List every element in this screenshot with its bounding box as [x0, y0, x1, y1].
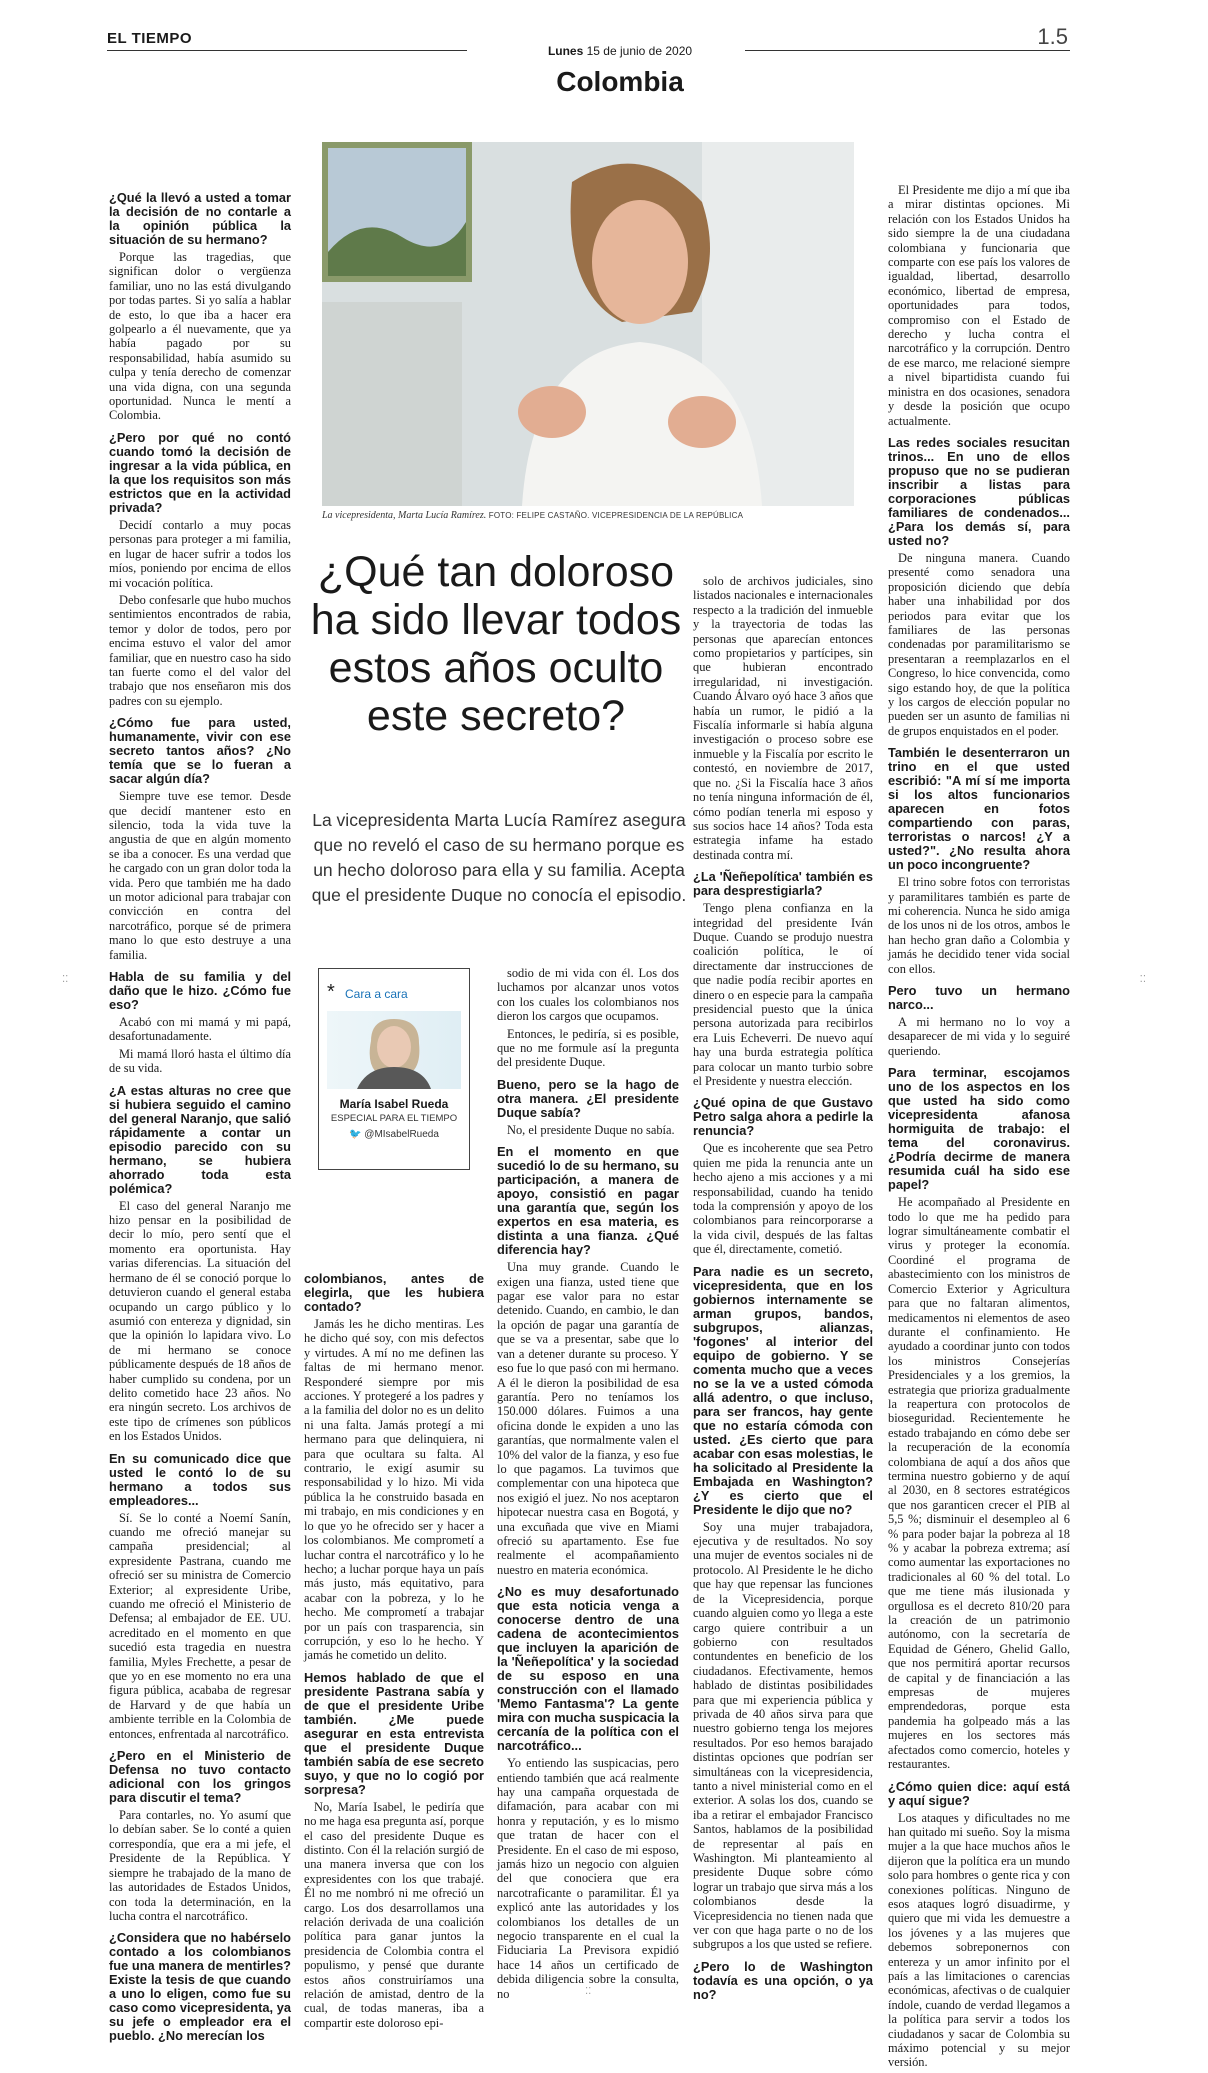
- interview-answer: Jamás les he dicho mentiras. Les he dicho qué soy, con mis defectos y virtudes. A mí no me definen las faltas de mi hermano menor. Responderé siempre por mis acciones. Y protegeré a los padres y a la familia del dolor no es un delito ni una falta. Jamás protegí a mi hermano para que delinquiera, ni para que ocultara su falta. Al contrario, le exigí asumir su responsabilidad y lo hizo. Mi vida pública la he construido basada en mi trabajo, en mis condiciones y en lo que yo he ofrecido ser y hacer a los colombianos. Me comprometí a luchar contra el narcotráfico y lo he hecho; a luchar porque haya un país más justo, más equitativo, para acabar con la pobreza, y lo he hecho. Me comprometí a trabajar por un país con trasparencia, sin corrupción, y eso lo he hecho. Y jamás he cometido un delito.: [304, 1317, 484, 1663]
- twitter-icon: 🐦: [349, 1129, 362, 1140]
- interview-answer: Siempre tuve ese temor. Desde que decidí mantener esto en silencio, toda la vida tuve la angustia de que en algún momento se iba a conocer. Es una verdad que he cargado con un gran dolor toda la vida. Pero que también me ha dado un motor adicional para trabajar con convicción en contra del narcotráfico, porque sé de primera mano lo que esto destruye a una familia.: [109, 789, 291, 962]
- interview-question: Habla de su familia y del daño que le hizo. ¿Cómo fue eso?: [109, 969, 291, 1013]
- date-day: Lunes: [547, 44, 584, 58]
- twitter-handle: @MIsabelRueda: [364, 1129, 439, 1140]
- deck: La vicepresidenta Marta Lucía Ramírez asegura que no reveló el caso de su hermano porque es un hecho doloroso para ella y su familia. Acepta que el presidente Duque no conocía el episodio.: [311, 810, 687, 905]
- author-avatar: [327, 1011, 461, 1089]
- interview-question: Para nadie es un secreto, vicepresidenta, que en los gobiernos internamente se arman grupos, bandos, subgrupos, alianzas, 'fogones' al interior del equipo de gobierno. Y se comenta mucho que a veces no se la ve a usted cómoda allá adentro, o que incluso, para ser francos, hay gente que no estaría cómoda con usted. ¿Es cierto que para acabar con esas molestias, le ha solicitado al Presidente la Embajada en Washington? ¿Y es cierto que el Presidente le dijo que no?: [693, 1263, 873, 1517]
- section-title: Colombia: [556, 66, 684, 97]
- author-twitter[interactable]: [319, 1129, 469, 1140]
- interview-question: En el momento en que sucedió lo de su hermano, su participación, a manera de apoyo, consistió en pagar una garantía que, según los expertos en esa materia, es distinta a una fianza. ¿Qué diferencia hay?: [497, 1144, 679, 1258]
- interview-answer: Para contarles, no. Yo asumí que lo debían saber. Se lo conté a quien correspondía, que era a mi jefe, el Presidente de la República. Y siempre he trabajado de la mano de las autoridades de Estados Unidos, con toda la determinación, en la lucha contra el narcotráfico.: [109, 1808, 291, 1923]
- interview-answer: No, María Isabel, le pediría que no me haga esa pregunta así, porque el caso del presidente Duque es distinto. Con él la relación surgió de una manera inversa que con los expresidentes con los que trabajé. Él no me nombró ni me ofreció un cargo. Los dos desarrollamos una relación derivada de una coalición política para ganar juntos la presidencia de Colombia contra el populismo, y pensé que durante estos años construiríamos una relación de amistad, dentro de la cual, de todas maneras, iba a compartir este doloroso epi-: [304, 1799, 484, 2030]
- byline-tag: [327, 981, 408, 1003]
- interview-answer: Debo confesarle que hubo muchos sentimientos encontrados de rabia, temor y dolor de todos, pero por encima estuvo el valor del amor familiar, que en nuestro caso ha sido tan fuerte como el del valor del trabajo que nos enseñaron mis dos padres con su ejemplo.: [109, 592, 291, 708]
- page-number: 1.5: [1037, 24, 1068, 49]
- interview-answer: Soy una mujer trabajadora, ejecutiva y de resultados. No soy una mujer de eventos sociales ni de protocolo. Al Presidente le he dicho que hay que repensar las funciones de la Vicepresidencia, porque cuando alguien como yo llega a este cargo quiere contribuir a un gobierno con resultados contundentes en beneficio de los ciudadanos. Efectivamente, hemos hablado de distintas posibilidades para que mi experiencia pública y privada de 40 años sirva para que nuestro gobierno tenga los mejores resultados. Por eso hemos barajado distintas opciones que podrían ser simultáneas con la vicepresidencia, tanto a nivel ministerial como en el exterior. A solas los dos, cuando se iba a retirar el embajador Francisco Santos, hablamos de la posibilidad de representar al país en Washington. Mi planteamiento al presidente Duque sobre cómo lograr un trabajo que sirva más a los colombianos desde la Vicepresidencia no tienen nada que ver con que haga parte o no de los subgrupos a los que usted se refiere.: [693, 1519, 873, 1952]
- photo-caption: [322, 510, 854, 521]
- interview-answer: A mi hermano no lo voy a desaparecer de mi vida y lo seguiré queriendo.: [888, 1015, 1070, 1058]
- interview-answer: Una muy grande. Cuando le exigen una fianza, usted tiene que pagar ese valor para no estar detenido. Cuando, en cambio, le dan la opción de pagar una garantía de que se va a presentar, sabe que lo van a detener durante su proceso. Y eso fue lo que pasó con mi hermano. A él le dieron la posibilidad de esa garantía. Pero no teníamos los 150.000 dólares. Fuimos a una oficina donde le expiden a uno las garantías, que normalmente valen el 10% del valor de la fianza, y eso fue lo que pagamos. La tuvimos que complementar con una hipoteca que nos exigió el juez. No nos aceptaron hipotecar nuestra casa en Bogotá, y una excuñada que vive en Miami ofreció su apartamento. Ese fue realmente el acompañamiento nuestro en materia económica.: [497, 1260, 679, 1577]
- interview-answer: Mi mamá lloró hasta el último día de su vida.: [109, 1046, 291, 1076]
- interview-question: ¿Considera que no habérselo contado a los colombianos fue una manera de mentirles? Existe la tesis de que cuando a uno lo eligen, como fue su caso como vicepresidenta, ya su jefe o empleador era el pueblo. ¿No merecían los: [109, 1930, 291, 2044]
- date-text: 15 de junio de 2020: [586, 44, 693, 58]
- interview-question: ¿La 'Ñeñepolítica' también es para desprestigiarla?: [693, 869, 873, 899]
- caption-credit: FOTO: FELIPE CASTAÑO. VICEPRESIDENCIA DE LA REPÚBLICA: [488, 511, 744, 520]
- author-name: María Isabel Rueda: [339, 1097, 449, 1111]
- interview-answer: El Presidente me dijo a mí que iba a mirar distintas opciones. Mi relación con los Estados Unidos ha sido siempre la de una ciudadana colombiana y funcionaria que comparte con ese país los valores de igualdad, libertad, desarrollo económico, libertad de empresa, oportunidades para todos, compromiso con el Estado de derecho y lucha contra el narcotráfico y la corrupción. Dentro de ese marco, me relacioné siempre a nivel bipartidista cuando fui ministra en dos ocasiones, senadora y desde la posición que ocupo actualmente.: [888, 183, 1070, 428]
- header-rule-left: [107, 50, 467, 51]
- interview-question: ¿No es muy desafortunado que esta noticia venga a conocerse dentro de una cadena de acontecimientos que incluyen la aparición de la 'Ñeñepolítica' y la sociedad de su esposo en una construcción con el llamado 'Memo Fantasma'? La gente mira con mucha suspicacia la cercanía de la política con el narcotráfico...: [497, 1584, 679, 1754]
- headline: ¿Qué tan doloroso ha sido llevar todos estos años oculto este secreto?: [310, 548, 682, 740]
- interview-answer: Tengo plena confianza en la integridad del presidente Iván Duque. Cuando se produjo nuestra coalición política, le oí directamente dar instrucciones de que nadie podía recibir aportes en dinero o en especie para la campaña presidencial puesto que la única persona autorizada para recibirlos era Luis Echeverri. De nuevo aquí hay una burda estrategia política para colocar un manto turbio sobre el Presidente y nuestra elección.: [693, 901, 873, 1088]
- interview-question: En su comunicado dice que usted le contó lo de su hermano a todos sus empleadores...: [109, 1450, 291, 1508]
- author-role: ESPECIAL PARA EL TIEMPO: [330, 1113, 458, 1124]
- interview-answer: Entonces, le pediría, si es posible, que no me formule así la pregunta del presidente Duque.: [497, 1026, 679, 1070]
- interview-question: Para terminar, escojamos uno de los aspectos en los que usted ha sido como vicepresidenta afanosa hormiguita de trabajo: el tema del coronavirus. ¿Podría decirme de manera resumida cuál ha sido ese papel?: [888, 1065, 1070, 1193]
- interview-answer: Yo entiendo las suspicacias, pero entiendo también que acá realmente hay una campaña orquestada de difamación, para acabar con mi honra y reputación, y es lo mismo que tratan de hacer con el Presidente. En el caso de mi esposo, jamás hizo un negocio con alguien del que conociera que era narcotraficante o paramilitar. Él ya explicó ante las autoridades y los colombianos los detalles de un negocio transparente en el cual la Fiduciaria La Previsora expidió hace 14 años un certificado de debida diligencia sobre la consulta, no: [497, 1756, 679, 2001]
- interview-question: Las redes sociales resucitan trinos... En uno de ellos propuso que no se pudieran inscribir a listas para corporaciones públicas familiares de condenados... ¿Para los demás sí, para usted no?: [888, 434, 1070, 548]
- interview-question: colombianos, antes de elegirla, que les hubiera contado?: [304, 1271, 484, 1314]
- interview-question: ¿Cómo fue para usted, humanamente, vivir con ese secreto tantos años? ¿No temía que se lo fueran a sacar algún día?: [109, 715, 291, 787]
- interview-answer: Decidí contarlo a muy pocas personas para proteger a mi familia, en lugar de hacer sufrir a todos los míos, poniendo por encima de ellos mi vocación política.: [109, 517, 291, 590]
- column-4: [693, 574, 873, 2005]
- interview-question: ¿A estas alturas no cree que si hubiera seguido el camino del general Naranjo, que salió rápidamente a contar un episodio parecido con su hermano, se hubiera ahorrado toda esta polémica?: [109, 1082, 291, 1196]
- issue-date: [520, 44, 720, 58]
- interview-answer: Los ataques y dificultades no me han quitado mi sueño. Soy la misma mujer a la que hace muchos años le dijeron que la política era un mundo solo para hombres o gente rica y con conexiones políticas. Ninguno de esos ataques logró disuadirme, y quiero que mi vida les demuestre a los jóvenes y a las mujeres que debemos sobreponernos con entereza y un amor infinito por el país a las limitaciones o carencias económicas, afectivas o de cualquier índole, cuando de verdad llegamos a la política para servir a todos los ciudadanos y sacar de Colombia su máximo potencial y su mejor versión.: [888, 1810, 1071, 2070]
- interview-question: Pero tuvo un hermano narco...: [888, 983, 1070, 1013]
- vice-president-photo: [322, 142, 854, 506]
- main-photo: [322, 142, 854, 506]
- interview-answer: De ninguna manera. Cuando presenté como senadora una proposición diciendo que debía haber una inhabilidad por dos periodos para evitar que los familiares de las personas condenadas por paramilitarismo se presentaran a reemplazarlos en el Congreso, lo hice convencida, como sigo estando hoy, de que la política y los cargos de elección popular no pueden ser un asunto de familias ni de grupos enquistados en el poder.: [888, 550, 1070, 738]
- interview-question: ¿Pero por qué no contó cuando tomó la decisión de ingresar a la vida pública, en la que los requisitos son más estrictos que en la actividad privada?: [109, 429, 291, 515]
- interview-question: ¿Qué opina de que Gustavo Petro salga ahora a pedirle la renuncia?: [693, 1095, 873, 1139]
- interview-answer: El trino sobre fotos con terroristas y paramilitares también es parte de mi coherencia. Nunca he sido amiga de los unos ni de los otros, ambos le han hecho gran daño a Colombia y jamás he decidido tener vida social con ellos.: [888, 875, 1070, 976]
- interview-answer: Acabó con mi mamá y mi papá, desafortunadamente.: [109, 1015, 291, 1044]
- interview-answer: Sí. Se lo conté a Noemí Sanín, cuando me ofreció manejar su campaña presidencial; al expresidente Pastrana, cuando me ofreció ser su ministra de Comercio Exterior; al expresidente Uribe, cuando me ofreció el Ministerio de Defensa; al embajador de EE. UU. acreditado en el momento en que sucedió esta tragedia en nuestra familia, Myles Frechette, a pesar de que yo en ese momento no era una figura pública, acababa de regresar de Harvard y de que había un ambiente terrible en la Colombia de entonces, enfrentada al narcotráfico.: [109, 1510, 291, 1741]
- caption-text: La vicepresidenta, Marta Lucía Ramírez.: [322, 510, 487, 521]
- interview-question: Hemos hablado de que el presidente Pastrana sabía y de que el presidente Uribe también. ¿Me puede asegurar en esta entrevista que el presidente Duque también sabía de ese secreto suyo, y que no lo cogió por sorpresa?: [304, 1669, 484, 1797]
- registration-mark: ⁚⁚: [585, 1986, 592, 1997]
- column-2: [304, 1264, 484, 2033]
- registration-mark: ⁚⁚: [1139, 974, 1146, 985]
- registration-mark: ⁚⁚: [62, 974, 69, 985]
- interview-question: ¿Pero en el Ministerio de Defensa no tuvo contacto adicional con los gringos para discutir el tema?: [109, 1748, 291, 1806]
- column-3: [497, 966, 679, 2004]
- header-rule-right: [745, 50, 1070, 51]
- interview-answer: Porque las tragedias, que significan dolor o vergüenza familiar, uno no las está divulgando por todas partes. Si yo salía a hablar de esto, lo que iba a hacer era golpearlo a él nuevamente, que ya había pagado por su responsabilidad, había asumido su culpa y tenía derecho de comenzar una vida digna, con una segunda oportunidad. Nunca le mentí a Colombia.: [109, 250, 291, 423]
- interview-answer: He acompañado al Presidente en todo lo que me ha pedido para lograr simultáneamente combatir el virus y proteger la economía. Coordiné el programa de abastecimiento con los ministros de Comercio Exterior y Agricultura para que no faltaran alimentos, medicamentos ni elementos de aseo durante el confinamiento. He ayudado a coordinar junto con todos los ministros Consejerías Presidenciales y a los gremios, la estrategia que prioriza gradualmente la reapertura con protocolos de bioseguridad. Recientemente he estado trabajando en cómo debe ser la recuperación de la economía colombiana de aquí a dos años que termina nuestro gobierno y de aquí al 2030, en 8 sectores estratégicos que nos garanticen crecer el PIB al 5,5 %; disminuir el desempleo al 6 % para poder bajar la pobreza al 18 % y acabar la pobreza extrema; así como aumentar las exportaciones no tradicionales al 60 % del total. Lo que me tiene más ilusionada y orgullosa es el decreto 810/20 para la creación de un patrimonio autónomo, con la secretaría de Equidad de Género, Ghelid Gallo, que nos permitirá aportar recursos de capital y de financiación a las empresas de mujeres emprendedoras, porque esta pandemia ha golpeado más a las mujeres en los sectores más afectados como comercio, hoteles y restaurantes.: [888, 1195, 1070, 1772]
- interview-question: ¿Pero lo de Washington todavía es una opción, o ya no?: [693, 1958, 873, 2002]
- interview-question: Bueno, pero se la hago de otra manera. ¿El presidente Duque sabía?: [497, 1076, 679, 1120]
- interview-answer: El caso del general Naranjo me hizo pensar en la posibilidad de decir lo mío, pero sentí que el momento era oportunista. Hay varias diferencias. La situación del hermano de él se conoció porque lo detuvieron cuando el general estaba ocupando un cargo público y lo asumió con entereza y dignidad, sin que la opinión lo lapidara vivo. Lo de mi hermano se conoce públicamente después de 18 años de haber cumplido su condena, por un delito cometido hace 23 años. No era ningún secreto. Los archivos de este tipo de crímenes son públicos en los Estados Unidos.: [109, 1198, 291, 1444]
- interview-question: También le desenterraron un trino en el que usted escribió: "A mí sí me importa si los altos funcionarios aparecen en fotos compartiendo con paras, terroristas o narcos! ¿Y a usted?". ¿No resulta ahora un poco incongruente?: [888, 745, 1070, 873]
- byline-tag-text: Cara a cara: [345, 987, 408, 1001]
- masthead: EL TIEMPO: [107, 30, 193, 47]
- interview-answer: solo de archivos judiciales, sino listados nacionales e internacionales respecto a la tradición del inmueble y la trayectoria de todas las personas que aparecían entonces como propietarios y partícipes, sin que hubieran encontrado irregularidad, ni investigación. Cuando Álvaro oyó hace 3 años que había un rumor, le pidió a la Fiscalía informarle si había alguna investigación o proceso sobre ese inmueble y la Fiscalía por escrito le contestó, en noviembre de 2017, que no. ¿Si la Fiscalía hace 3 años no tenía ninguna información de él, cómo podían tenerla mi esposo y sus socios hace 14 años? Toda esta estrategia infame ha estado destinada contra mí.: [693, 574, 873, 862]
- interview-question: ¿Cómo quien dice: aquí está y aquí sigue?: [888, 1778, 1070, 1808]
- byline-box: [318, 968, 470, 1170]
- interview-question: ¿Qué la llevó a usted a tomar la decisión de no contarle a la opinión pública la situación de su hermano?: [109, 190, 291, 247]
- column-1: [109, 183, 291, 2046]
- interview-answer: No, el presidente Duque no sabía.: [507, 1122, 675, 1137]
- star-icon: *: [327, 981, 335, 1003]
- column-5: [888, 183, 1070, 2073]
- interview-answer: sodio de mi vida con él. Los dos luchamos por alcanzar unos votos con los cuales los colombianos nos dieron los cargos que ocupamos.: [497, 966, 679, 1024]
- interview-answer: Que es incoherente que sea Petro quien me pida la renuncia ante un hecho ajeno a mis acciones y a mi responsabilidad, cuando ha tenido toda la comprensión y apoyo de los colombianos para reincorporarse a la vida civil, después de las faltas que él, directamente, cometió.: [693, 1141, 873, 1257]
